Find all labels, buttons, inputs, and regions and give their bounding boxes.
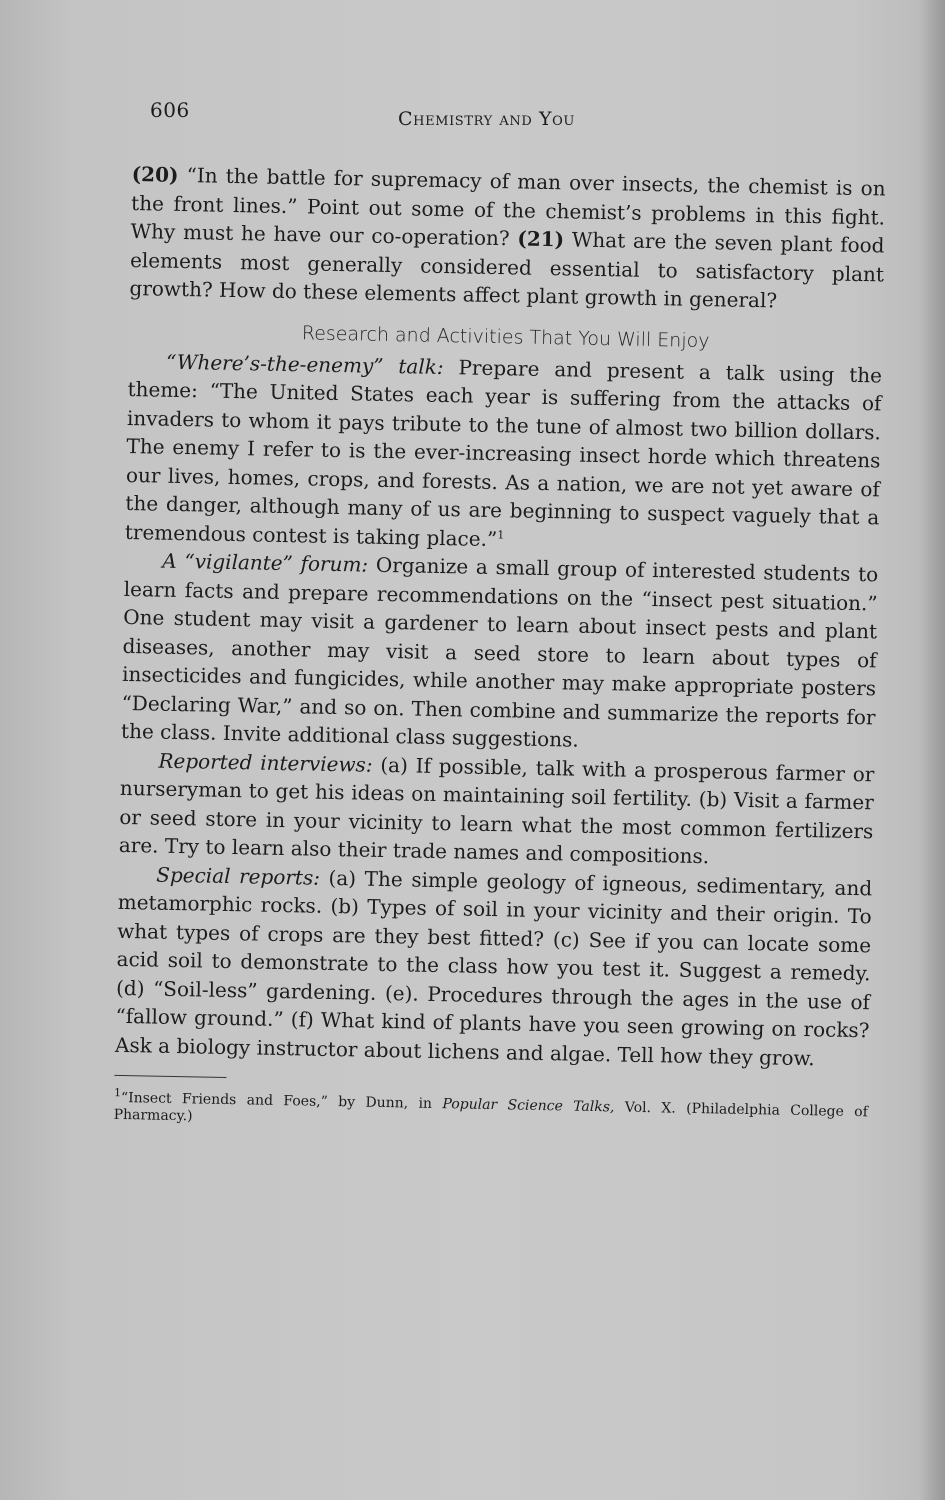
activity-text: (a) The simple geology of igneous, sedimentary, and metamorphic rocks. (b) Types of soil in your vicinity and their origin. To what types of crops are they best fitted? (c) See if you can locate some acid soil to demonstrate to the class how you test it. Suggest a remedy. (d) “Soil-less” gardening. (e). Procedures through the ages in the use of “fallow ground.” (f) What kind of plants have you seen growing on rocks? Ask a biology instructor about lichens and algae. Tell how they grow. xyxy=(114,865,873,1070)
activity-title: “Where’s-the-enemy” talk: xyxy=(165,349,444,379)
footnote-reference: 1 xyxy=(497,527,505,542)
footnote-text-before: “Insect Friends and Foes,” by Dunn, in xyxy=(120,1089,443,1113)
activity-vigilante-forum xyxy=(121,546,879,760)
footnote-text-after: Vol. X. (Philadelphia College of Pharmacy.) xyxy=(113,1099,869,1125)
activity-enemy-talk xyxy=(125,346,883,560)
activity-title: A “vigilante” forum: xyxy=(162,548,369,577)
page-header xyxy=(150,98,650,134)
footnote-divider xyxy=(114,1075,226,1078)
activity-special-reports xyxy=(115,859,873,1073)
activity-reported-interviews xyxy=(119,745,875,873)
section-heading: Research and Activities That You Will Enjoy xyxy=(301,321,710,352)
question-21-text: What are the seven plant food elements most generally considered essential to satisfactory plant growth? How do these elements affect plant growth in general? xyxy=(129,227,885,313)
activity-title: Special reports: xyxy=(156,862,321,890)
footnote-source: Popular Science Talks, xyxy=(442,1096,615,1116)
question-20-text: “In the battle for supremacy of man over insects, the chemist is on the front lines.” Point out some of the chemist’s problems in this fight. Why must he have our co-operation? xyxy=(130,162,886,251)
question-21-number: (21) xyxy=(517,226,565,252)
footnote xyxy=(113,1086,869,1138)
footnote-mark: 1 xyxy=(113,1086,122,1100)
activity-title: Reported interviews: xyxy=(158,748,373,777)
activity-text: (a) If possible, talk with a prosperous farmer or nurseryman to get his ideas on maintaining soil fertility. (b) Visit a farmer or seed store in your vicinity to learn what the most common fertilizers are. Try to learn also their trade names and compositions. xyxy=(118,752,875,869)
page-content xyxy=(113,160,885,1138)
running-title: Chemistry and You xyxy=(398,108,575,130)
page-number: 606 xyxy=(150,98,190,122)
review-questions xyxy=(129,160,886,317)
question-20-number: (20) xyxy=(131,161,179,187)
activity-text: Prepare and present a talk using the theme: “The United States each year is suffering from the attacks of invaders to whom it pays tribute to the tune of almost two billion dollars. The enemy I refer to is the ever-increasing insect horde which threatens our lives, homes, crops, and forests. As a nation, we are not yet aware of the danger, although many of us are beginning to suspect vaguely that a tremendous contest is taking place.” xyxy=(124,354,883,551)
activity-text: Organize a small group of interested students to learn facts and prepare recommendations on the “insect pest situation.” One student may visit a gardener to learn about insect pests and plant diseases, another may visit a seed store to learn about types of insecticides and fungicides, while another may make appropriate posters “Declaring War,” and so on. Then combine and summarize the reports for the class. Invite additional class suggestions. xyxy=(120,552,879,752)
page-edge-shadow xyxy=(919,0,945,1500)
